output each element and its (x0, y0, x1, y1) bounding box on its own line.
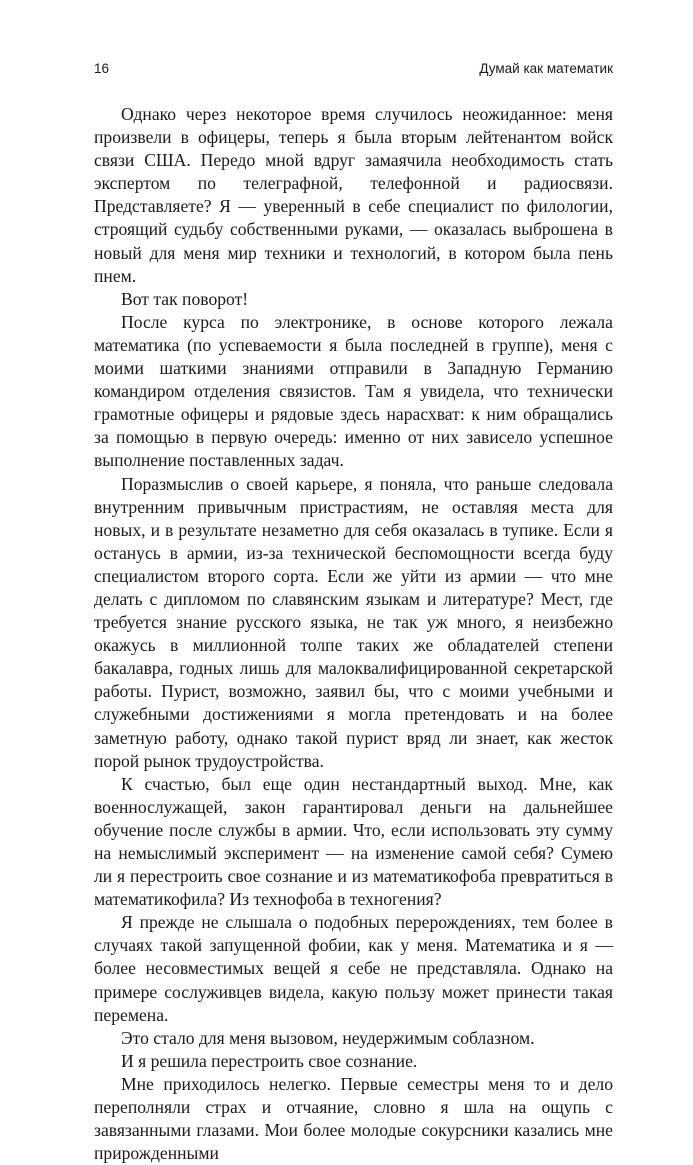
paragraph: Это стало для меня вызовом, неудержимым соблазном. (121, 1027, 535, 1048)
paragraph: Поразмыслив о своей карьере, я поняла, что раньше следовала внутренним привычным пристрастиям, не оставляя места для новых, и в результате незаметно для себя оказалась в тупике. Если я останусь в армии, из-за технической беспомощности всегда буду специалистом второго сорта. Если же уйти из армии — что мне делать с дипломом по славянским языкам и литературе? Мест, где требуется знание русского языка, не так уж много, я неизбежно окажусь в миллионной толпе таких же обладателей степени бакалавра, годных лишь для малоквалифицированной секретарской работы. Пурист, возможно, заявил бы, что с моими учебными и служебными достижениями я могла претендовать и на более заметную работу, однако такой пурист вряд ли знает, как жесток порой рынок трудоустройства. (94, 473, 613, 771)
paragraph: Однако через некоторое время случилось неожиданное: меня произвели в офицеры, теперь я была вторым лейтенантом войск связи США. Передо мной вдруг замаячила необходимость стать экспертом по телеграфной, телефонной и радиосвязи. Представляете? Я — уверенный в себе специалист по филологии, строящий судьбу собственными руками, — оказалась выброшена в новый для меня мир техники и технологий, в котором была пень пнем. (94, 104, 613, 286)
running-head (94, 61, 613, 81)
paragraph: После курса по электронике, в основе которого лежала математика (по успеваемости я была последней в группе), меня с моими шаткими знаниями отправили в Западную Германию командиром отделения связистов. Там я увидела, что технически грамотные офицеры и рядовые здесь нарасхват: к ним обращались за помощью в первую очередь: именно от них зависело успешное выполнение поставленных задач. (94, 311, 613, 471)
running-title: Думай как математик (479, 61, 613, 76)
paragraph: Мне приходилось нелегко. Первые семестры меня то и дело переполняли страх и отчаяние, словно я шла на ощупь с завязанными глазами. Мои более молодые сокурсники казались мне прирожденными (94, 1073, 613, 1164)
text-body (94, 103, 613, 1165)
paragraph: И я решила перестроить свое сознание. (121, 1050, 418, 1071)
page-number: 16 (94, 61, 110, 76)
paragraph: Вот так поворот! (121, 288, 249, 309)
paragraph: Я прежде не слышала о подобных перерождениях, тем более в случаях такой запущенной фобии, как у меня. Математика и я — более несовместимых вещей я себе не представляла. Однако на примере сослуживцев видела, какую пользу может принести такая перемена. (94, 912, 613, 1025)
paragraph: К счастью, был еще один нестандартный выход. Мне, как военнослужащей, закон гарантировал деньги на дальнейшее обучение после службы в армии. Что, если использовать эту сумму на немыслимый эксперимент — на изменение самой себя? Сумею ли я перестроить свое сознание и из математикофоба превратиться в математикофила? Из технофоба в техногения? (94, 773, 613, 910)
